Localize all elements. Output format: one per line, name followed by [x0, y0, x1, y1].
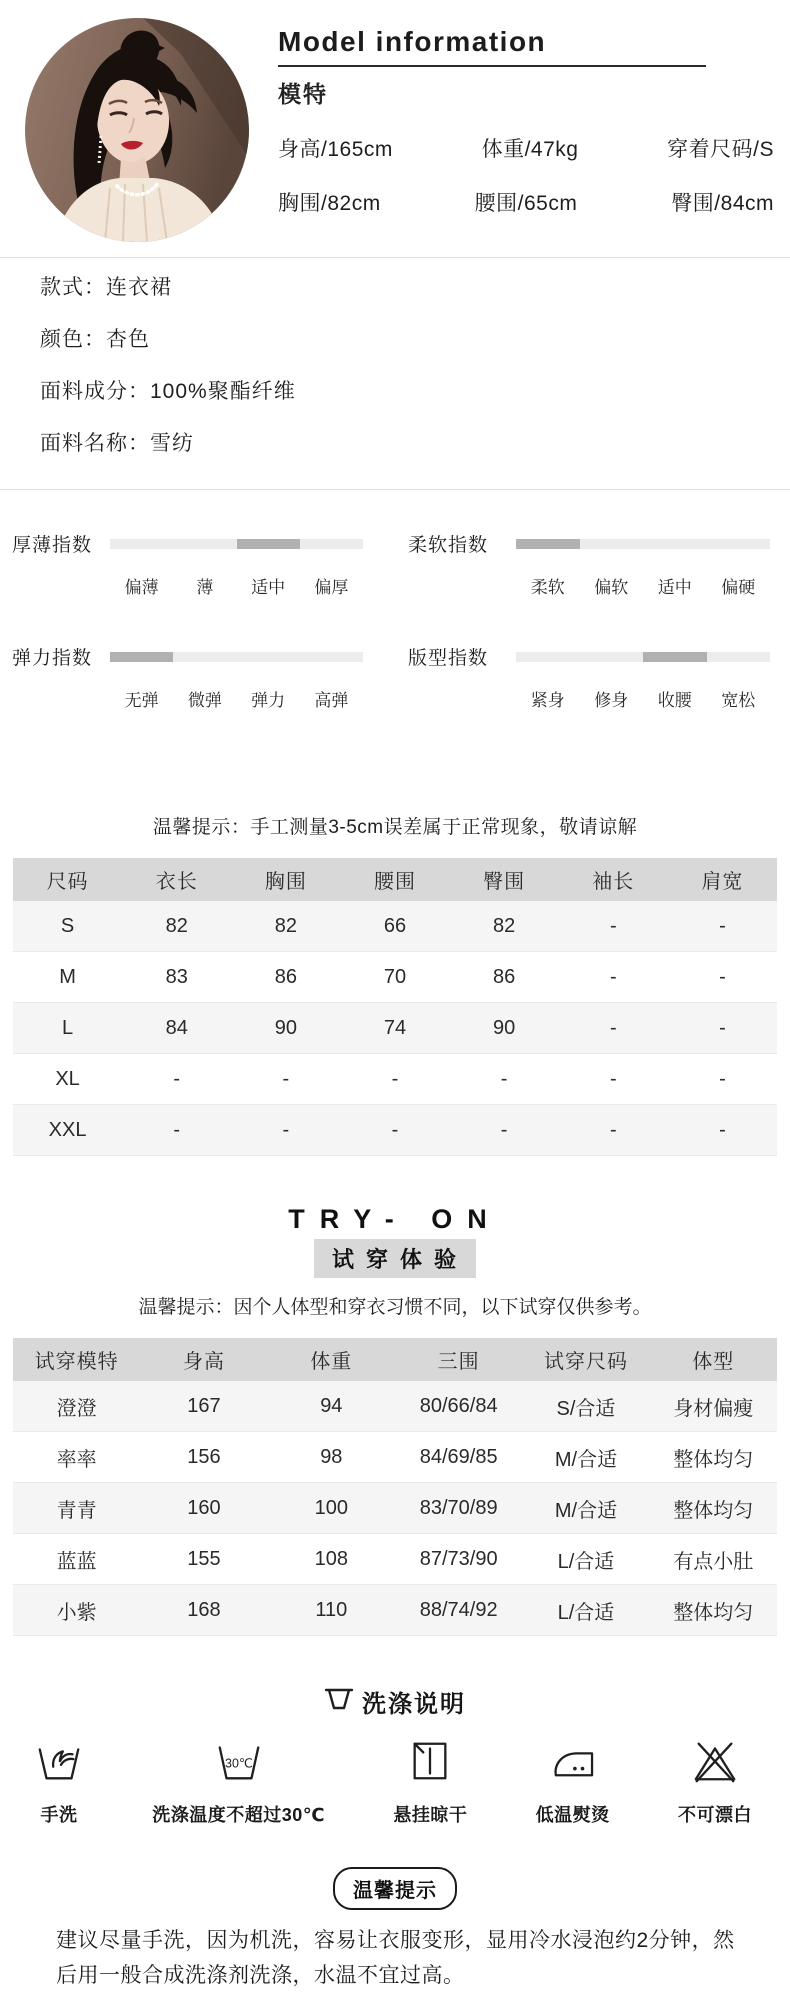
table-header-cell: 体重 [268, 1338, 395, 1381]
index-scale-label: 偏硬 [721, 578, 756, 597]
table-cell: - [282, 1067, 290, 1090]
model-stat: 体重/47kg [481, 138, 579, 161]
index-scale-label: 紧身 [530, 691, 565, 710]
wash-item-label: 低温熨烫 [535, 1805, 610, 1825]
table-row [13, 1585, 777, 1636]
index-scale-labels [516, 573, 770, 598]
table-cell: - [173, 1067, 181, 1090]
tryon-title-en: TRY- ON [288, 1204, 502, 1234]
wash-item [393, 1737, 467, 1827]
table-row [13, 1381, 777, 1432]
table-cell: 86 [493, 965, 516, 988]
index-scale-label: 高弹 [314, 691, 349, 710]
table-row [13, 1003, 777, 1054]
hand-wash-icon [34, 1737, 84, 1785]
wash-title [0, 1684, 790, 1719]
index-label: 弹力指数 [12, 648, 93, 669]
table-cell: 90 [493, 1016, 516, 1039]
index-bar-segment [516, 652, 580, 662]
table-cell: 155 [187, 1547, 221, 1570]
table-cell: M [59, 965, 76, 988]
index-scale-label: 偏厚 [314, 578, 349, 597]
tip-badge-wrap [0, 1867, 790, 1910]
index-label: 柔软指数 [408, 535, 489, 556]
table-cell: 108 [314, 1547, 348, 1570]
table-cell: 90 [274, 1016, 297, 1039]
low-iron-icon [548, 1737, 598, 1785]
tryon-title-cn-wrap [0, 1239, 790, 1278]
svg-text:30℃: 30℃ [224, 1756, 253, 1771]
table-cell: - [391, 1067, 399, 1090]
table-cell: 94 [320, 1394, 343, 1417]
wash-item [34, 1737, 84, 1827]
index-bar [110, 539, 363, 549]
attribute-item: 面料名称：雪纺 [40, 432, 194, 455]
table-header-cell: 试穿模特 [13, 1338, 140, 1381]
table-cell: 98 [320, 1445, 343, 1468]
table-cell: 小紫 [56, 1601, 97, 1624]
wash-item-label: 手洗 [40, 1805, 78, 1825]
table-cell: - [609, 1067, 617, 1090]
table-cell: L/合适 [557, 1550, 615, 1573]
index-item-4 [408, 643, 770, 711]
table-header-cell: 尺码 [13, 858, 122, 901]
table-row [13, 1534, 777, 1585]
index-scale-label: 适中 [251, 578, 286, 597]
index-item-3 [12, 643, 363, 711]
index-scale-label: 适中 [657, 578, 692, 597]
table-cell: - [282, 1118, 290, 1141]
model-info-title-cn: 模特 [278, 81, 328, 107]
tryon-section [0, 1204, 790, 1636]
table-cell: 83/70/89 [419, 1496, 498, 1519]
table-row [13, 1105, 777, 1156]
table-cell: - [719, 914, 726, 937]
table-cell: 青青 [56, 1499, 97, 1522]
table-cell: 100 [314, 1496, 348, 1519]
table-cell: XL [55, 1067, 80, 1090]
model-info-section [0, 0, 790, 258]
table-cell: 83 [165, 965, 188, 988]
table-cell: - [719, 1118, 726, 1141]
table-header-cell: 试穿尺码 [522, 1338, 649, 1381]
model-info-title-en: Model information [278, 26, 547, 57]
table-head [13, 858, 777, 901]
table-cell: 有点小肚 [673, 1550, 754, 1573]
model-stat: 穿着尺码/S [667, 138, 774, 161]
index-bar [516, 539, 770, 549]
table-cell: 86 [274, 965, 297, 988]
index-scale-label: 偏薄 [124, 578, 159, 597]
attribute-item: 款式：连衣裙 [40, 276, 172, 299]
index-bar-segment [110, 652, 173, 662]
table-cell: 70 [383, 965, 407, 988]
index-item-2 [408, 530, 770, 598]
table-cell: 110 [315, 1598, 348, 1621]
table-cell: - [719, 1016, 726, 1039]
model-photo-illustration [25, 18, 249, 242]
index-scale-label: 柔软 [530, 578, 565, 597]
table-header-cell: 腰围 [340, 858, 449, 901]
index-label: 版型指数 [408, 648, 489, 669]
table-row [13, 1483, 777, 1534]
table-cell: 82 [493, 914, 516, 937]
table-cell: - [719, 1067, 726, 1090]
index-bar-segment [707, 539, 771, 549]
index-scale-labels [110, 573, 363, 598]
tryon-note: 温馨提示：因个人体型和穿衣习惯不同，以下试穿仅供参考。 [138, 1297, 652, 1318]
title-underline [278, 65, 706, 67]
wash-item-label: 悬挂晾干 [393, 1805, 468, 1825]
table-body [13, 1381, 777, 1636]
table-header-cell: 身高 [140, 1338, 267, 1381]
table-header-cell: 袖长 [559, 858, 668, 901]
index-bar-segment [237, 539, 300, 549]
index-scale-label: 弹力 [251, 691, 286, 710]
table-cell: - [609, 1118, 617, 1141]
tip-badge: 温馨提示 [333, 1867, 457, 1910]
table-cell: 74 [383, 1016, 407, 1039]
table-row [13, 901, 777, 952]
table-header-row [13, 1338, 777, 1381]
index-label: 厚薄指数 [12, 535, 93, 556]
index-scale-label: 修身 [594, 691, 629, 710]
index-bar-segment [300, 652, 363, 662]
model-stat: 身高/165cm [278, 138, 393, 161]
attribute-item: 颜色：杏色 [40, 328, 150, 351]
table-cell: 168 [187, 1598, 221, 1621]
table-cell: 80/66/84 [419, 1394, 498, 1417]
index-bar [110, 652, 363, 662]
wash-title-text: 洗涤说明 [362, 1691, 466, 1718]
table-cell: S/合适 [556, 1397, 616, 1420]
table-header-cell: 三围 [395, 1338, 522, 1381]
index-item-1 [12, 530, 363, 598]
index-bar-segment [516, 539, 580, 549]
table-row [13, 1054, 777, 1105]
table-cell: 88/74/92 [419, 1598, 498, 1621]
wash-item [536, 1737, 610, 1827]
table-header-cell: 衣长 [122, 858, 231, 901]
table-cell: S [60, 914, 75, 937]
wash-item [678, 1737, 752, 1827]
index-bar-segment [300, 539, 363, 549]
index-scale-label: 薄 [196, 578, 214, 597]
wash-tub-icon [324, 1685, 354, 1718]
table-cell: L [62, 1016, 74, 1039]
table-cell: M/合适 [554, 1448, 618, 1471]
wash-30-icon [214, 1737, 264, 1785]
index-scale-label: 收腰 [657, 691, 692, 710]
table-header-row [13, 858, 777, 901]
table-header-cell: 体型 [650, 1338, 777, 1381]
table-cell: 160 [187, 1496, 221, 1519]
table-cell: 率率 [56, 1448, 97, 1471]
table-cell: 82 [165, 914, 188, 937]
table-cell: 87/73/90 [419, 1547, 498, 1570]
model-stat: 腰围/65cm [474, 192, 578, 215]
wash-item-label: 不可漂白 [677, 1805, 752, 1825]
table-cell: - [609, 914, 617, 937]
index-bar [516, 652, 770, 662]
table-cell: M/合适 [554, 1499, 618, 1522]
no-bleach-icon [690, 1737, 740, 1785]
index-bar-segment [643, 652, 707, 662]
table-header-cell: 臀围 [450, 858, 559, 901]
table-cell: - [391, 1118, 399, 1141]
table-cell: - [719, 965, 726, 988]
hang-dry-icon [407, 1737, 453, 1785]
index-bar-segment [110, 539, 173, 549]
index-scale-label: 微弹 [187, 691, 222, 710]
table-cell: 整体均匀 [673, 1499, 754, 1522]
table-cell: 整体均匀 [673, 1448, 754, 1471]
table-row [13, 1432, 777, 1483]
index-scale-labels [516, 686, 770, 711]
table-head [13, 1338, 777, 1381]
index-bar-segment [643, 539, 707, 549]
table-cell: 蓝蓝 [56, 1550, 97, 1573]
table-cell: L/合适 [557, 1601, 615, 1624]
table-cell: XXL [48, 1118, 87, 1141]
index-bar-segment [580, 652, 644, 662]
table-cell: - [173, 1118, 181, 1141]
index-bar-segment [237, 652, 300, 662]
table-header-cell: 肩宽 [668, 858, 777, 901]
model-photo [25, 18, 249, 242]
index-bar-segment [173, 539, 236, 549]
table-body [13, 901, 777, 1156]
tryon-table [13, 1338, 777, 1636]
index-scale-labels [110, 686, 363, 711]
table-cell: 167 [187, 1394, 221, 1417]
attribute-item: 面料成分：100%聚酯纤维 [40, 380, 296, 403]
fabric-indices [0, 490, 790, 756]
table-cell: - [609, 1016, 617, 1039]
table-header-cell: 胸围 [231, 858, 340, 901]
table-cell: 82 [274, 914, 297, 937]
table-cell: - [500, 1067, 508, 1090]
index-scale-label: 偏软 [594, 578, 629, 597]
wash-items [0, 1737, 790, 1827]
index-bar-segment [707, 652, 771, 662]
tip-text: 建议尽量手洗，因为机洗，容易让衣服变形，显用冷水浸泡约2分钟，然后用一般合成洗涤剂洗涤，水温不宜过高。 [56, 1929, 735, 1987]
wash-item-label: 洗涤温度不超过30℃ [152, 1805, 326, 1825]
table-cell: 84/69/85 [419, 1445, 498, 1468]
index-scale-label: 无弹 [124, 691, 159, 710]
table-cell: 66 [383, 914, 407, 937]
table-cell: 整体均匀 [673, 1601, 754, 1624]
table-cell: 身材偏瘦 [673, 1397, 754, 1420]
index-bar-segment [173, 652, 236, 662]
product-attributes [0, 258, 790, 490]
index-scale-label: 宽松 [721, 691, 756, 710]
wash-section [0, 1684, 790, 1993]
wash-item [152, 1737, 325, 1827]
table-cell: 156 [187, 1445, 221, 1468]
tryon-title-cn: 试穿体验 [314, 1239, 476, 1278]
model-stat: 胸围/82cm [278, 192, 381, 215]
table-cell: - [500, 1118, 508, 1141]
table-cell: 澄澄 [56, 1397, 97, 1420]
model-stat: 臀围/84cm [671, 192, 774, 215]
table-cell: 84 [165, 1016, 188, 1039]
size-note: 温馨提示：手工测量3-5cm误差属于正常现象，敬请谅解 [152, 817, 638, 838]
model-stats-row1 [278, 133, 774, 163]
index-bar-segment [580, 539, 644, 549]
table-cell: - [609, 965, 617, 988]
table-row [13, 952, 777, 1003]
model-stats-row2 [278, 187, 774, 217]
size-table [13, 858, 777, 1156]
model-meta [278, 26, 774, 217]
